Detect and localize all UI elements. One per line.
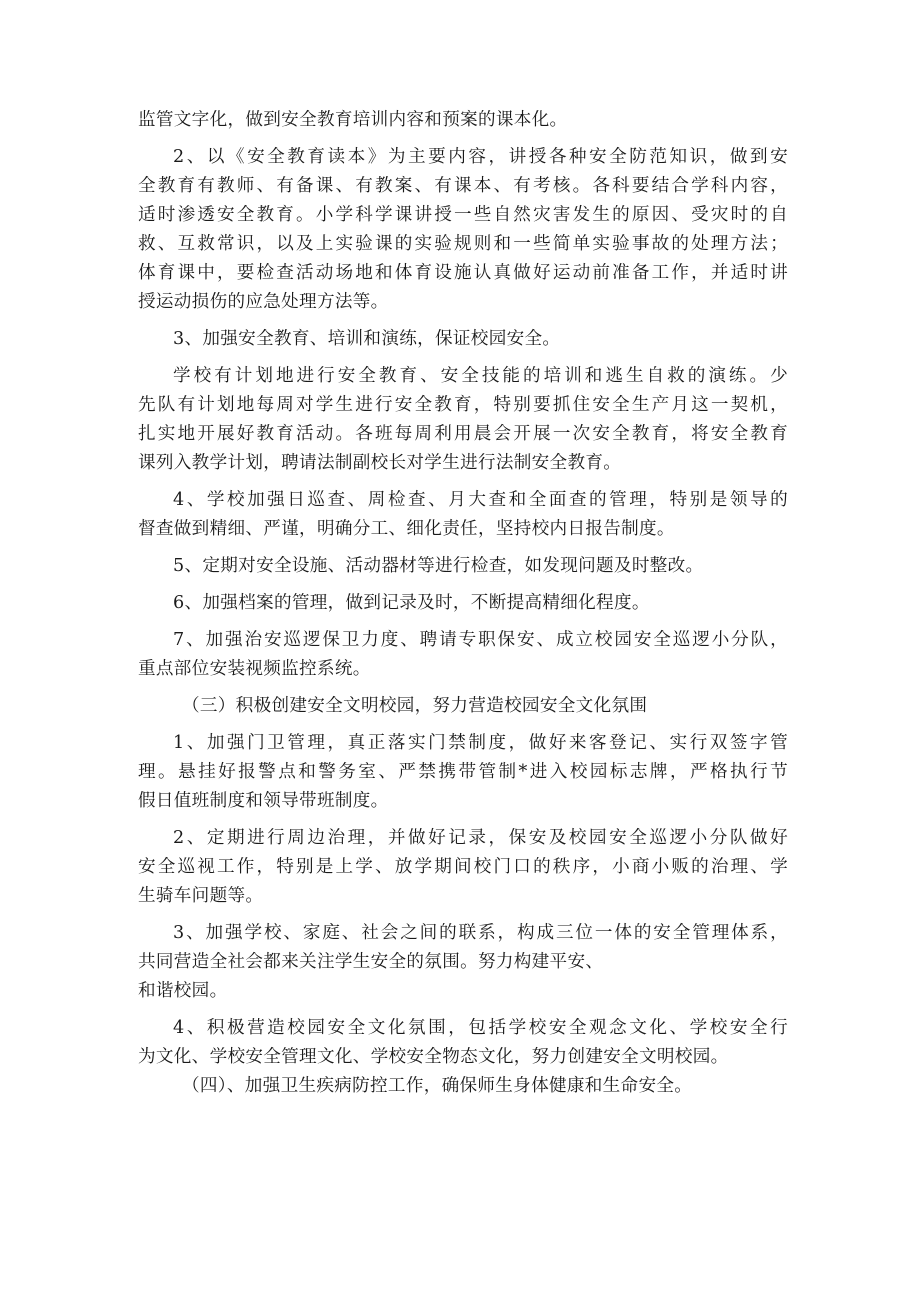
paragraph-item-5 — [138, 552, 788, 581]
text-line: 理。悬挂好报警点和警务室、严禁携带管制*进入校园标志牌，严格执行节 — [138, 762, 788, 782]
paragraph-item-7 — [138, 626, 788, 684]
paragraph-item-1 — [138, 729, 788, 816]
text-line: 1、加强门卫管理，真正落实门禁制度，做好来客登记、实行双签字管 — [173, 733, 788, 753]
text-line: 重点部位安装视频监控系统。 — [138, 659, 371, 679]
text-line: 课列入教学计划，聘请法制副校长对学生进行法制安全教育。 — [138, 453, 622, 473]
text-line: 和谐校园。 — [138, 981, 228, 1001]
text-line: 假日值班制度和领导带班制度。 — [138, 791, 389, 811]
section-heading-3 — [138, 692, 788, 721]
paragraph-item-3 — [138, 325, 788, 354]
text-line: 全教育有教师、有备课、有教案、有课本、有考核。各科要结合学科内容， — [138, 176, 788, 196]
text-line: 7、加强治安巡逻保卫力度、聘请专职保安、成立校园安全巡逻小分队， — [173, 630, 788, 650]
text-line: 先队有计划地每周对学生进行安全教育，特别要抓住安全生产月这一契机， — [138, 395, 788, 415]
text-line: 学校有计划地进行安全教育、安全技能的培训和逃生自救的演练。少 — [173, 366, 788, 386]
text-line: 共同营造全社会都来关注学生安全的氛围。努力构建平安、 — [138, 952, 604, 972]
text-line: 生骑车问题等。 — [138, 886, 264, 906]
document-page — [138, 106, 788, 1101]
text-line: 适时渗透安全教育。小学科学课讲授一些自然灾害发生的原因、受灾时的自 — [138, 205, 788, 225]
text-line: 救、互救常识，以及上实验课的实验规则和一些简单实验事故的处理方法； — [138, 234, 788, 254]
text-line: 4、积极营造校园安全文化氛围，包括学校安全观念文化、学校安全行 — [173, 1018, 788, 1038]
text-line: 监管文字化，做到安全教育培训内容和预案的课本化。 — [138, 110, 568, 130]
paragraph-item-4 — [138, 486, 788, 544]
paragraph-item-2 — [138, 143, 788, 317]
paragraph-continuation — [138, 106, 788, 135]
text-line: 为文化、学校安全管理文化、学校安全物态文化，努力创建安全文明校园。 — [138, 1047, 729, 1067]
text-line: 6、加强档案的管理，做到记录及时，不断提高精细化程度。 — [173, 593, 650, 613]
text-line: 3、加强安全教育、培训和演练，保证校园安全。 — [173, 329, 561, 349]
text-line: 授运动损伤的应急处理方法等。 — [138, 292, 389, 312]
paragraph-item-3b — [138, 919, 788, 1006]
text-line: 扎实地开展好教育活动。各班每周利用晨会开展一次安全教育，将安全教育 — [138, 424, 788, 444]
paragraph-body — [138, 362, 788, 478]
text-line: 4、学校加强日巡查、周检查、月大查和全面查的管理，特别是领导的 — [173, 490, 788, 510]
text-line: 2、以《安全教育读本》为主要内容，讲授各种安全防范知识，做到安 — [173, 147, 788, 167]
paragraph-item-6 — [138, 589, 788, 618]
heading-text: （三）积极创建安全文明校园，努力营造校园安全文化氛围 — [182, 696, 648, 716]
text-line: 2、定期进行周边治理，并做好记录，保安及校园安全巡逻小分队做好 — [173, 828, 788, 848]
paragraph-item-2b — [138, 824, 788, 911]
section-heading-4 — [138, 1072, 788, 1101]
text-line: 体育课中，要检查活动场地和体育设施认真做好运动前准备工作，并适时讲 — [138, 263, 788, 283]
text-line: 3、加强学校、家庭、社会之间的联系，构成三位一体的安全管理体系， — [173, 923, 788, 943]
paragraph-item-4b — [138, 1014, 788, 1072]
heading-text: （四）、加强卫生疾病防控工作，确保师生身体健康和生命安全。 — [182, 1076, 693, 1096]
text-line: 5、定期对安全设施、活动器材等进行检查，如发现问题及时整改。 — [173, 556, 704, 576]
text-line: 督查做到精细、严谨，明确分工、细化责任，坚持校内日报告制度。 — [138, 519, 675, 539]
text-line: 安全巡视工作，特别是上学、放学期间校门口的秩序，小商小贩的治理、学 — [138, 857, 788, 877]
